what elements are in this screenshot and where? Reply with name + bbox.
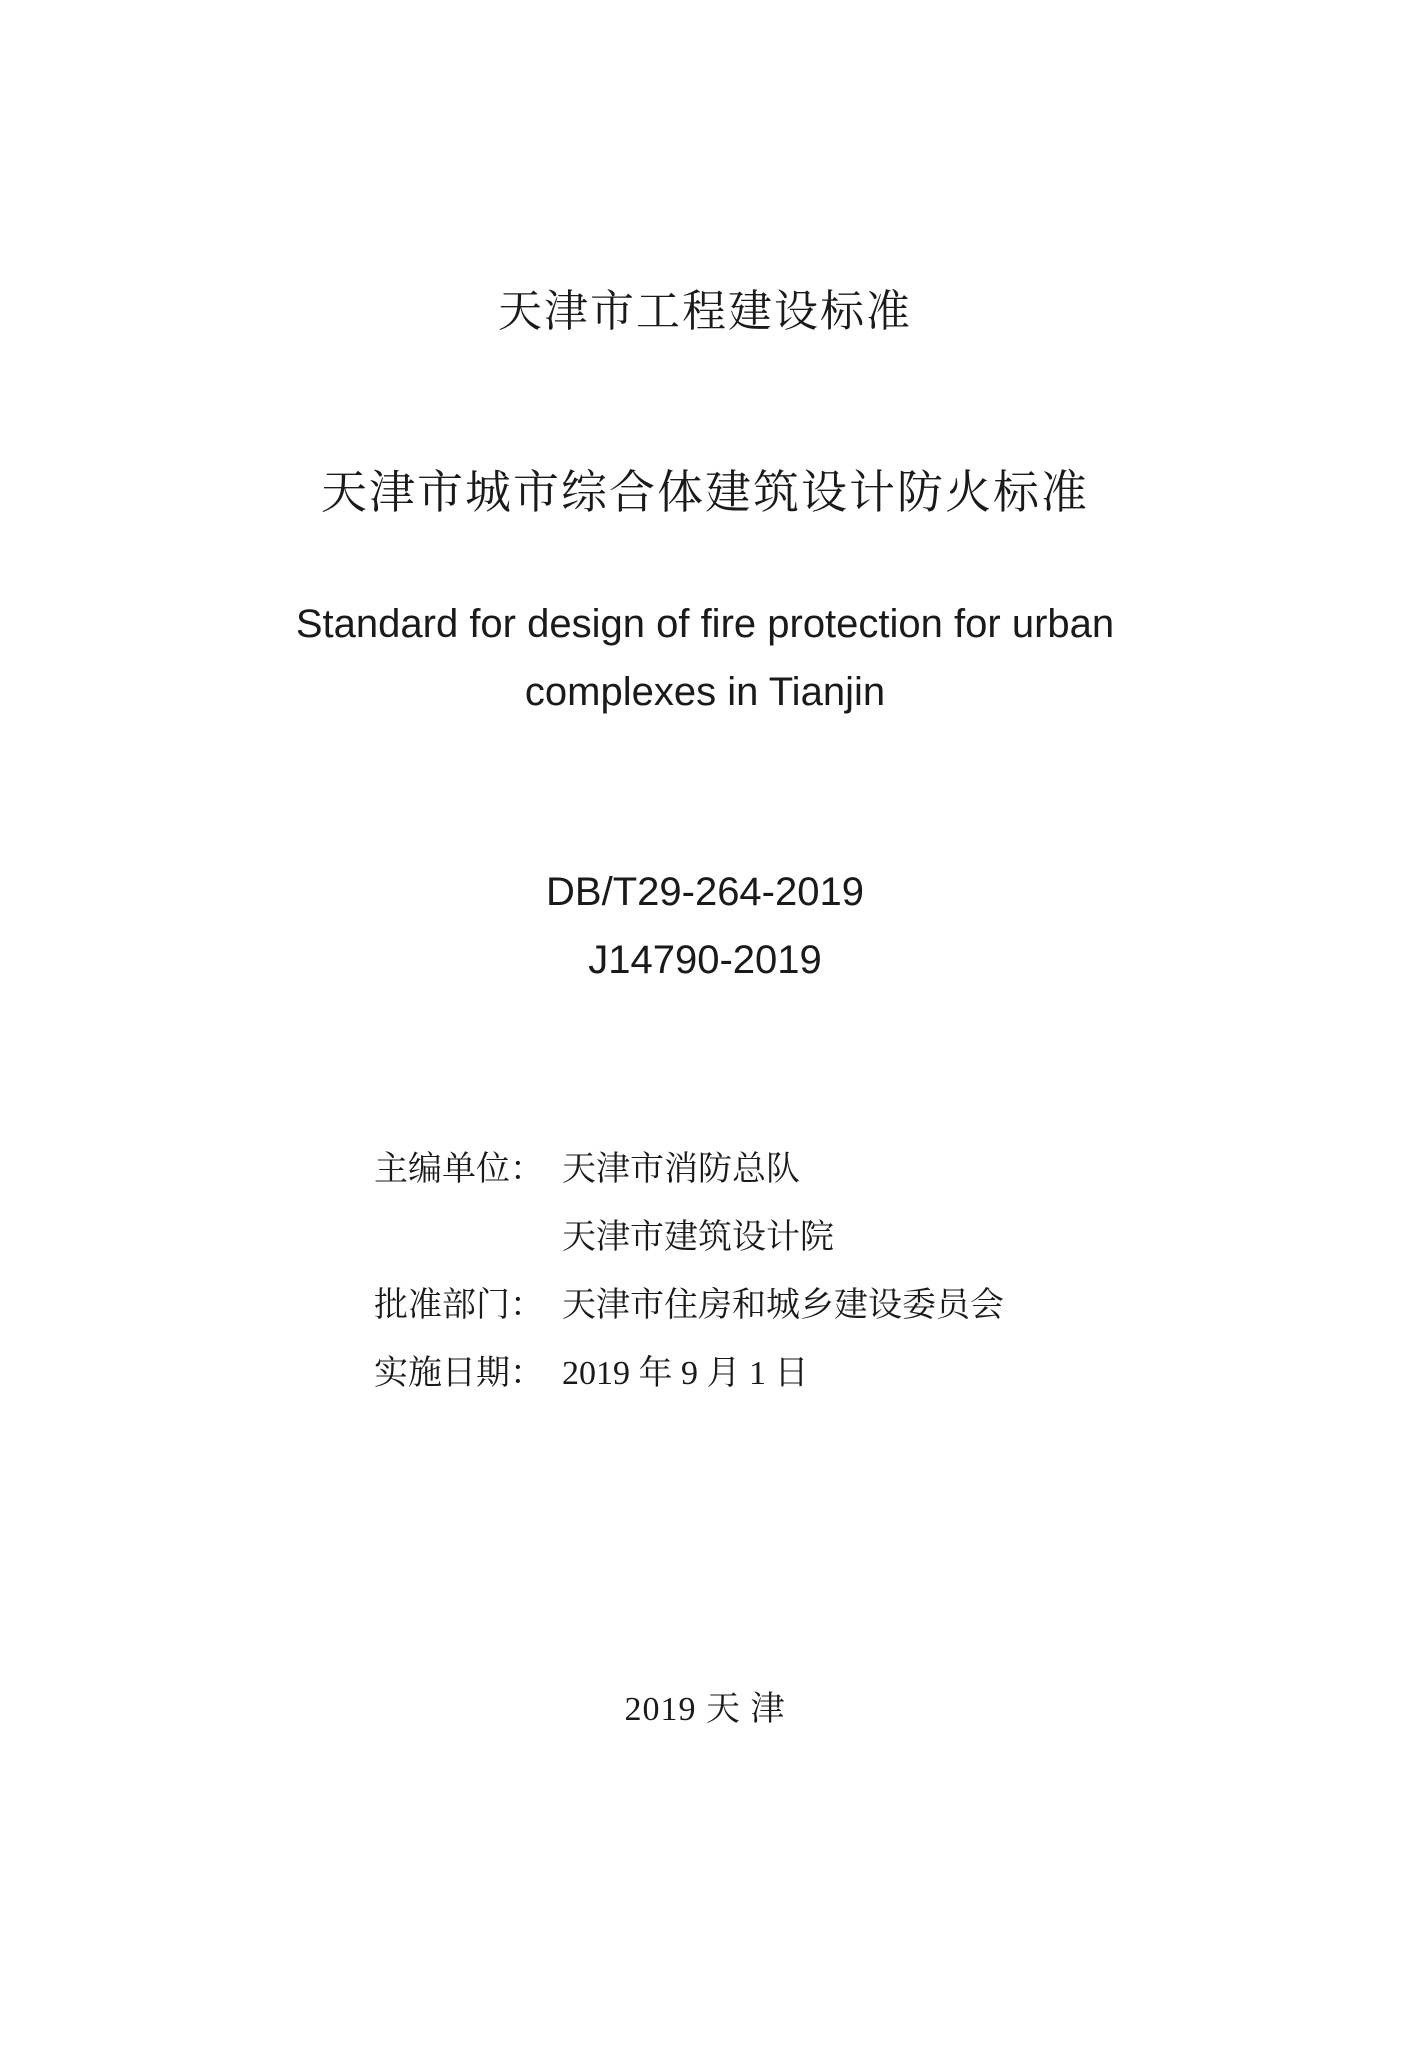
- chief-editor-value-2: 天津市建筑设计院: [562, 1219, 834, 1256]
- series-title: 天津市工程建设标准: [498, 286, 912, 337]
- record-number: J14790-2019: [588, 938, 822, 982]
- approval-value: 天津市住房和城乡建设委员会: [562, 1287, 1004, 1324]
- chief-editor-label-spacer: [374, 1204, 562, 1272]
- approval-label: 批准部门：: [374, 1287, 544, 1324]
- effective-date-label: 实施日期：: [374, 1355, 544, 1392]
- chief-editor-row-2: [374, 1204, 1174, 1272]
- main-title: 天津市城市综合体建筑设计防火标准: [321, 465, 1089, 519]
- footer-year-place: 2019 天 津: [624, 1691, 786, 1728]
- effective-date-row: [374, 1340, 1174, 1408]
- approval-row: [374, 1272, 1174, 1340]
- english-title-line-1: Standard for design of fire protection for urban: [295, 602, 1115, 646]
- publication-info: [374, 1136, 1174, 1408]
- chief-editor-row: [374, 1136, 1174, 1204]
- standard-number: DB/T29-264-2019: [546, 870, 864, 914]
- chief-editor-value-1: 天津市消防总队: [562, 1151, 800, 1188]
- english-title-line-2: complexes in Tianjin: [524, 670, 886, 714]
- chief-editor-label: 主编单位：: [374, 1151, 544, 1188]
- effective-date-value: 2019 年 9 月 1 日: [562, 1355, 809, 1392]
